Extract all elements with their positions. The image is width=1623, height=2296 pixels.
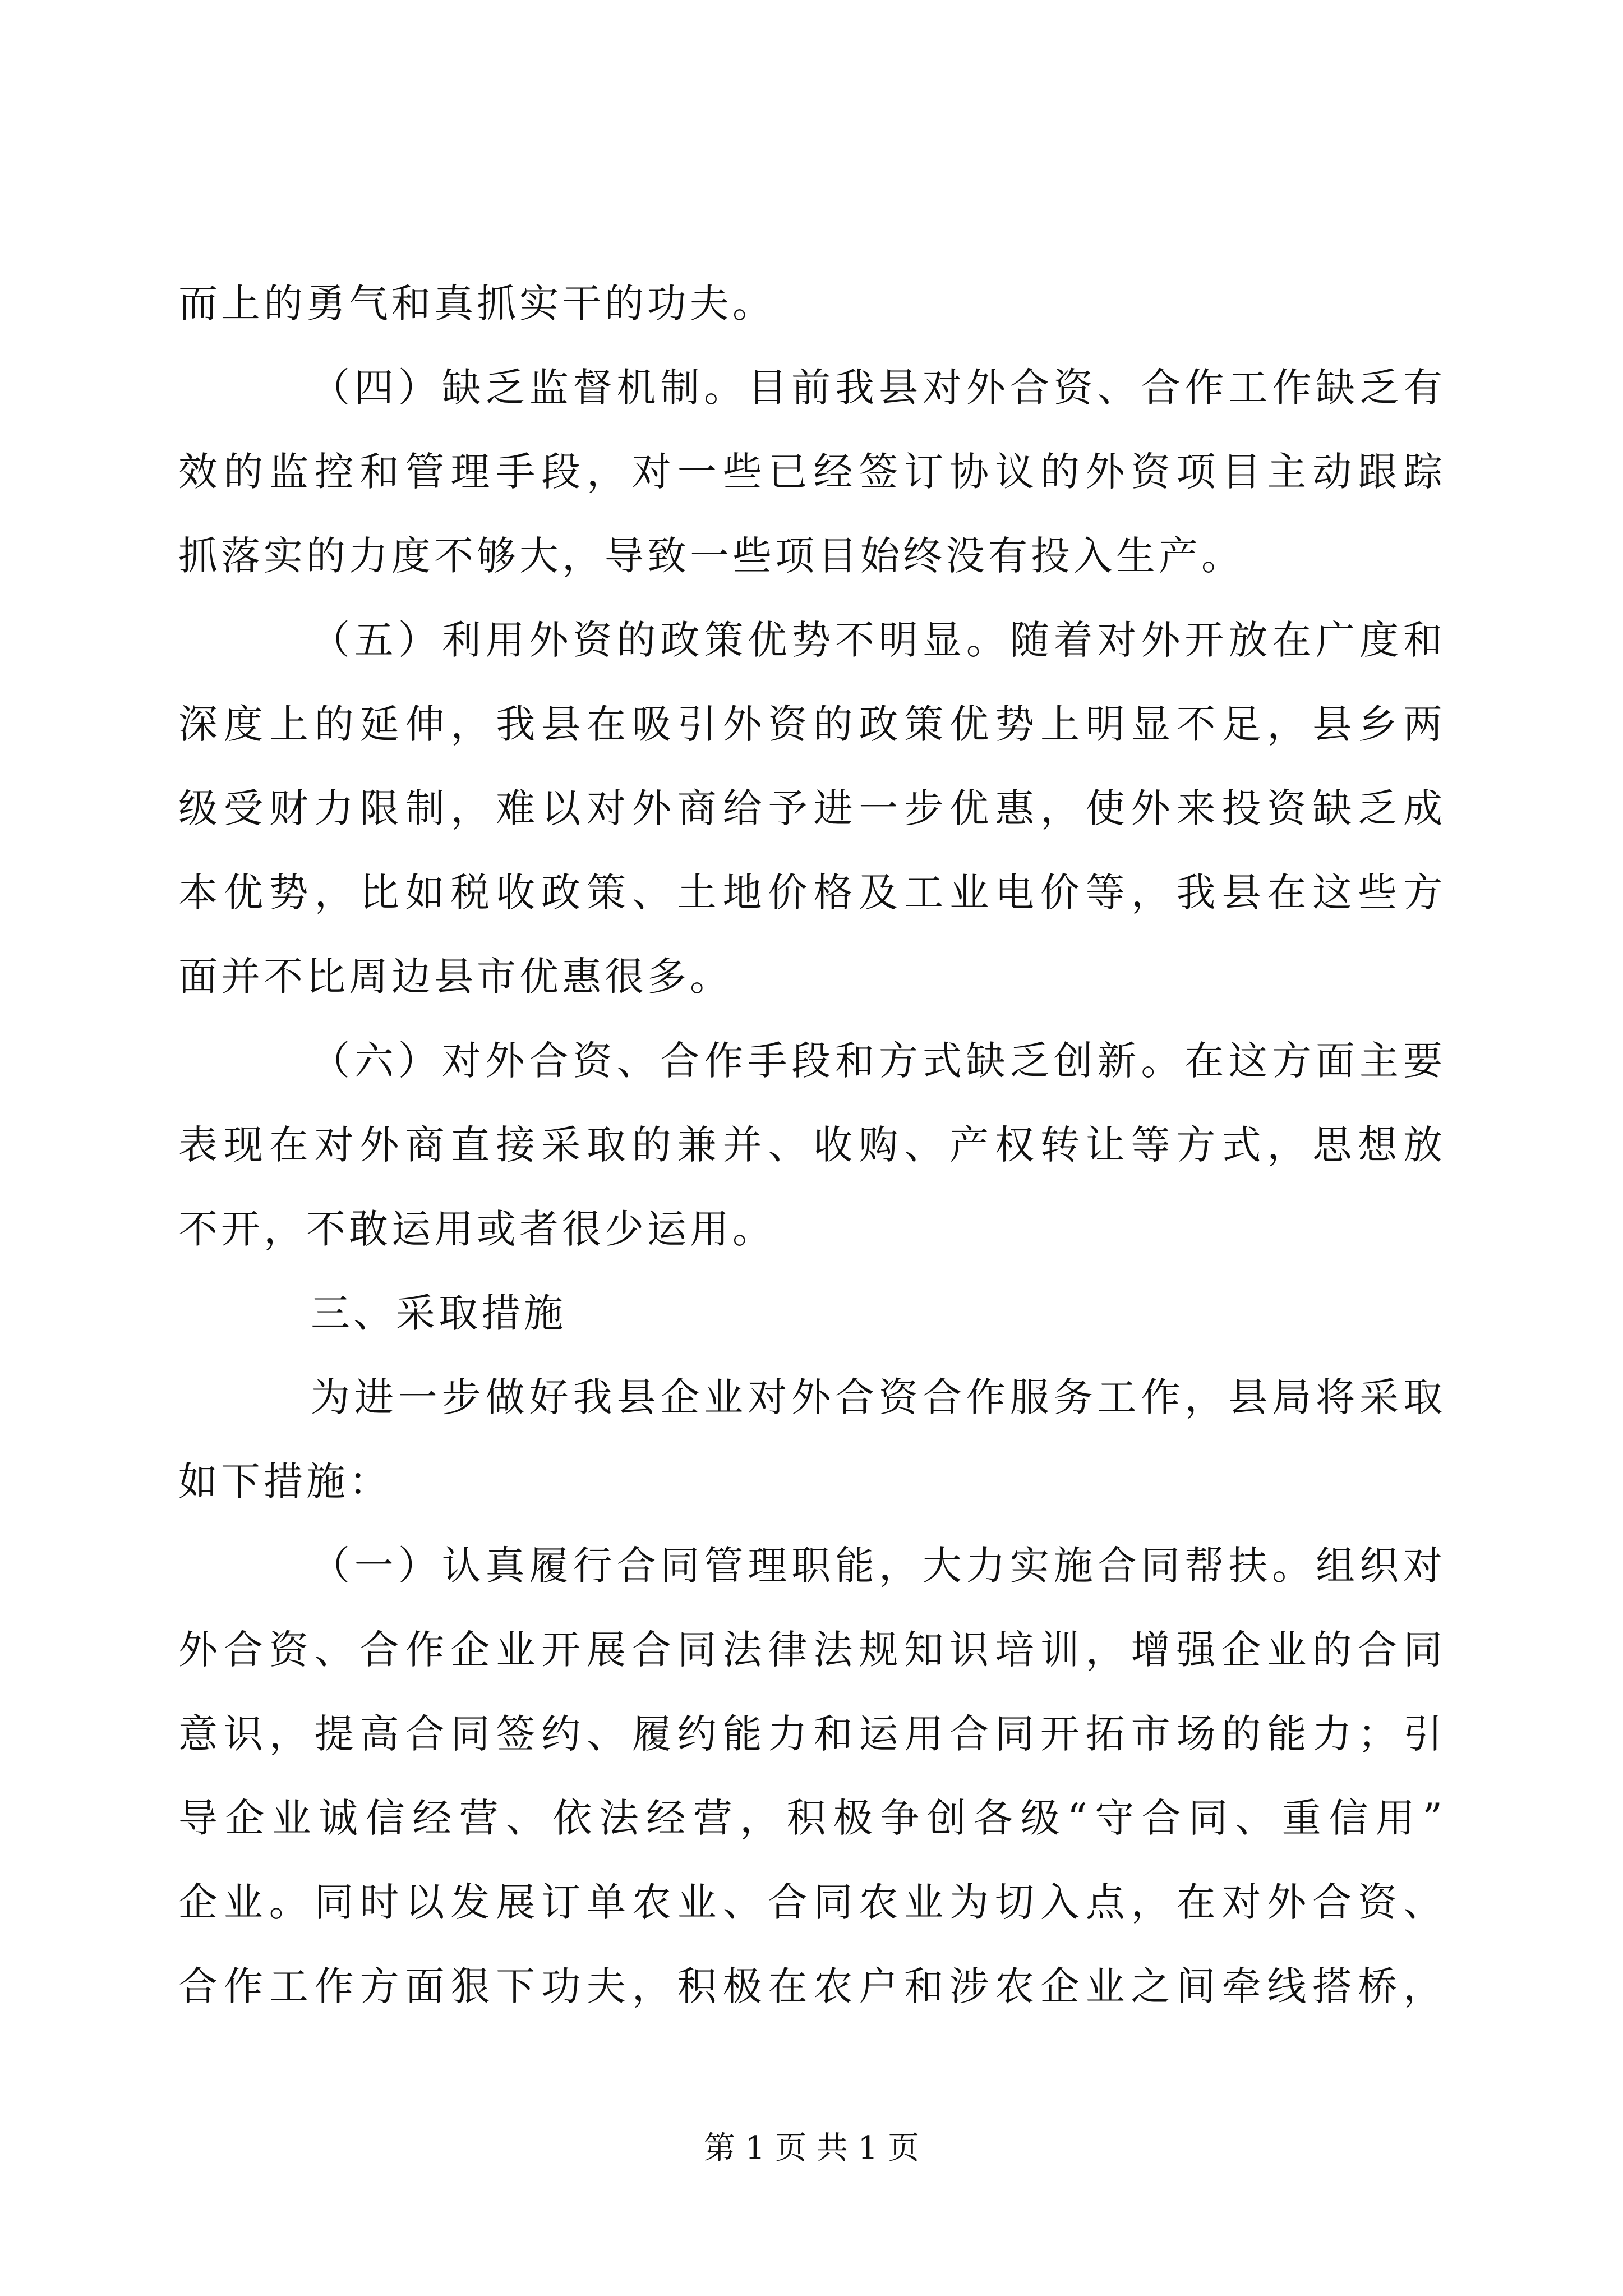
- section-heading: 三、采取措施: [311, 1290, 566, 1336]
- text-line: 表现在对外商直接采取的兼并、收购、产权转让等方式，思想放: [178, 1122, 1446, 1168]
- text-line: 导企业诚信经营、依法经营，积极争创各级“守合同、重信用”: [178, 1795, 1446, 1841]
- text-line: 效的监控和管理手段，对一些已经签订协议的外资项目主动跟踪: [178, 449, 1446, 495]
- text-line: 合作工作方面狠下功夫，积极在农户和涉农企业之间牵线搭桥，: [178, 1963, 1446, 2009]
- page-footer: 第 1 页 共 1 页: [703, 2130, 920, 2166]
- text-line: 抓落实的力度不够大，导致一些项目始终没有投入生产。: [178, 533, 1244, 579]
- document-body: [178, 261, 1446, 2028]
- text-line: 如下措施：: [178, 1458, 391, 1504]
- text-line: 面并不比周边县市优惠很多。: [178, 954, 732, 1000]
- text-line: 深度上的延伸，我县在吸引外资的政策优势上明显不足，县乡两: [178, 701, 1446, 747]
- text-line: 为进一步做好我县企业对外合资合作服务工作，县局将采取: [311, 1374, 1446, 1420]
- text-line: 本优势，比如税收政策、土地价格及工业电价等，我县在这些方: [178, 869, 1446, 915]
- text-line: 意识，提高合同签约、履约能力和运用合同开拓市场的能力；引: [178, 1711, 1446, 1757]
- text-line: 而上的勇气和真抓实干的功夫。: [178, 280, 775, 326]
- text-line: （四）缺乏监督机制。目前我县对外合资、合作工作缺乏有: [311, 365, 1446, 411]
- text-line: 不开，不敢运用或者很少运用。: [178, 1206, 775, 1252]
- text-line: 级受财力限制，难以对外商给予进一步优惠，使外来投资缺乏成: [178, 785, 1446, 831]
- text-line: （一）认真履行合同管理职能，大力实施合同帮扶。组织对: [311, 1543, 1446, 1589]
- text-line: （五）利用外资的政策优势不明显。随着对外开放在广度和: [311, 617, 1446, 663]
- text-line: 外合资、合作企业开展合同法律法规知识培训，增强企业的合同: [178, 1627, 1446, 1673]
- text-line: （六）对外合资、合作手段和方式缺乏创新。在这方面主要: [311, 1038, 1446, 1084]
- text-line: 企业。同时以发展订单农业、合同农业为切入点，在对外合资、: [178, 1879, 1446, 1925]
